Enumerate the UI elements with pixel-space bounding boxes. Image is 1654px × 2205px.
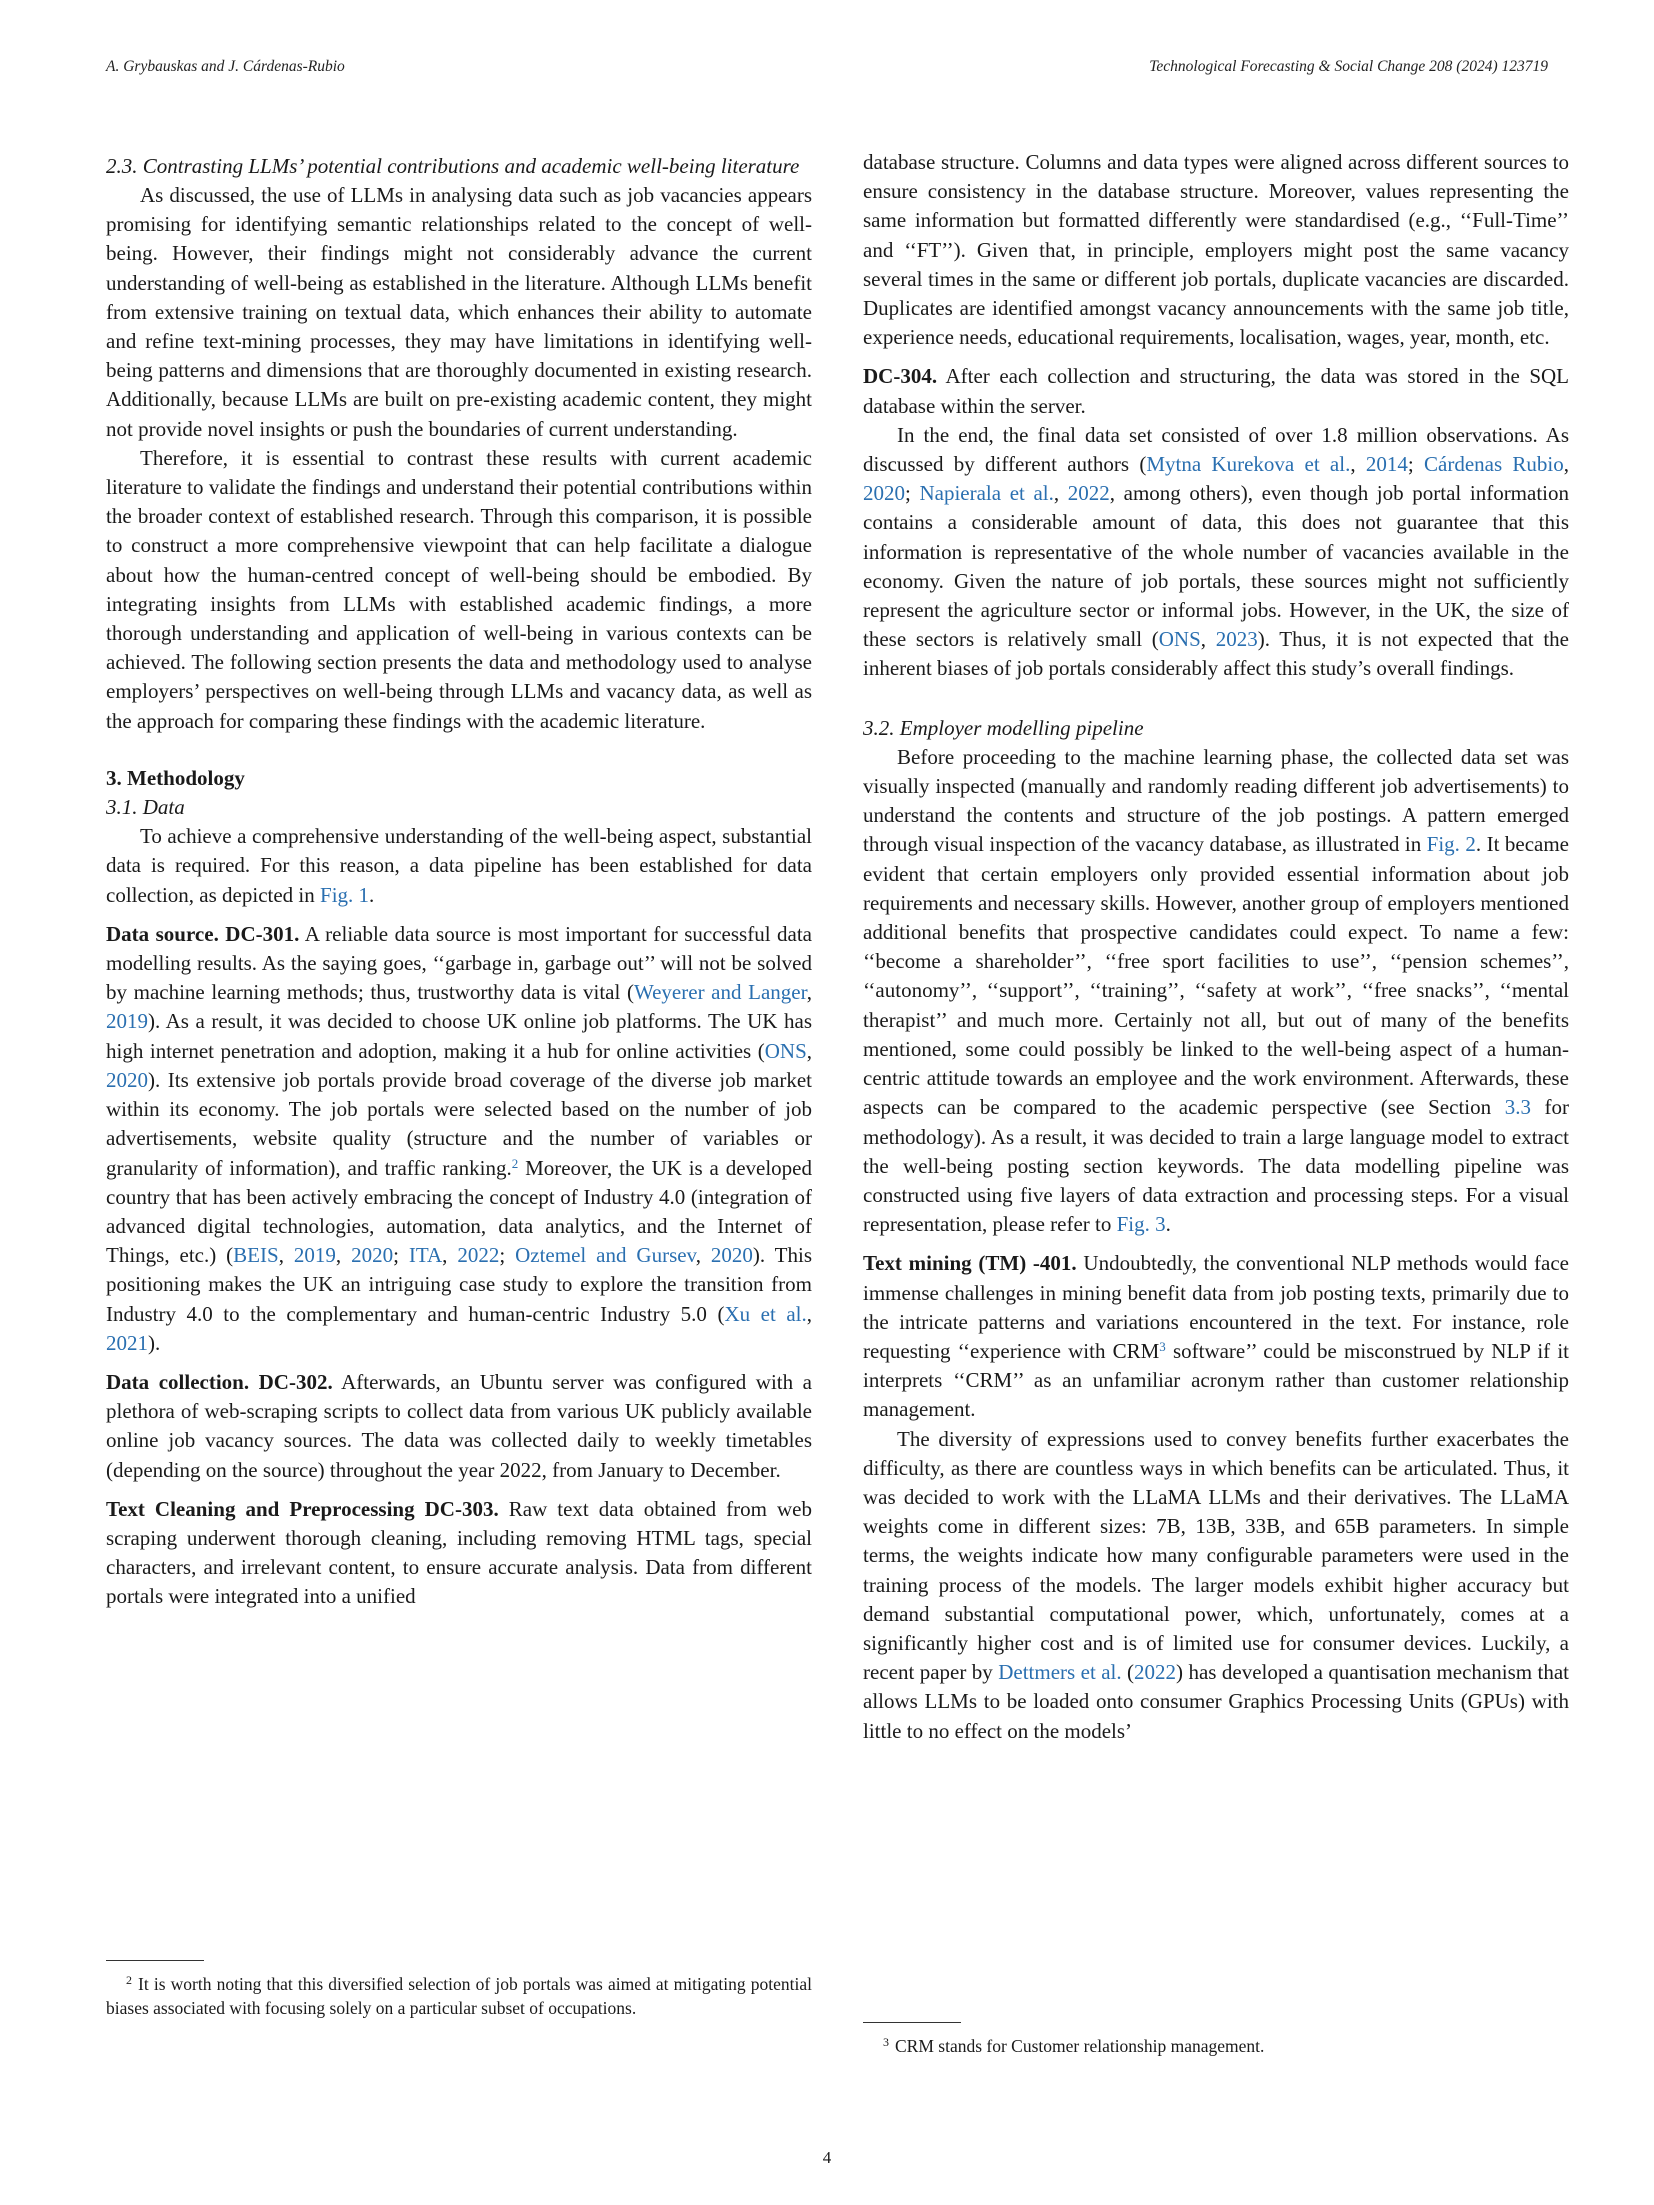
footnote-divider — [863, 2022, 961, 2023]
figure-link[interactable]: Fig. 3 — [1116, 1212, 1166, 1237]
text: ). This positioning makes the UK an intriguing case study to explore the transition from Industry 4.0 to the complementary and human-centric Industry 5.0 ( — [106, 1243, 813, 1326]
text: software’’ could be misconstrued by NLP if it interprets ‘‘CRM’’ as an unfamiliar acronym rather than customer relationship management. — [863, 1338, 1569, 1422]
paragraph-lead: DC-304. — [863, 364, 938, 389]
footnote-link[interactable]: 2 — [511, 1155, 519, 1171]
text: ; — [905, 481, 920, 506]
text: ). Thus, it is not expected that the inherent biases of job portals considerably affect this study’s overall findings. — [863, 627, 1569, 681]
text: ). Its extensive job portals provide broad coverage of the diverse job market within its economy. The job portals were selected based on the number of job advertisements, website quality (structure and the number of variables or granularity of information), and traffic ranking. — [106, 1067, 812, 1180]
citation-link[interactable]: ONS — [764, 1038, 807, 1063]
paragraph-data-source — [106, 920, 812, 1358]
header-authors: A. Grybauskas and J. Cárdenas-Rubio — [106, 58, 345, 75]
paragraph — [863, 1425, 1569, 1746]
citation-link[interactable]: 2022 — [457, 1243, 500, 1268]
text: , — [1053, 481, 1068, 506]
text: ( — [1121, 1660, 1135, 1685]
citation-link[interactable]: 2021 — [106, 1330, 148, 1355]
citation-link[interactable]: Cárdenas Rubio — [1424, 452, 1564, 477]
text: Moreover, the UK is a developed country that has been actively embracing the concept of Industry 4.0 (integration of advanced digital technologies, automation, data analytics, and the Internet of Things, etc.) ( — [106, 1155, 812, 1268]
paragraph-text-mining — [863, 1249, 1569, 1424]
text: ; — [499, 1243, 516, 1268]
citation-link[interactable]: 2019 — [293, 1243, 336, 1268]
text: , — [1563, 452, 1570, 477]
text: , — [806, 1038, 812, 1063]
citation-link[interactable]: 2020 — [351, 1243, 394, 1268]
footnote-link[interactable]: 3 — [1159, 1338, 1166, 1354]
text: To achieve a comprehensive understanding of the well-being aspect, substantial data is required. For this reason, a data pipeline has been established for data collection, as depicted in — [106, 824, 812, 907]
text: In the end, the final data set consisted of over 1.8 million observations. As discussed by different authors ( — [863, 422, 1569, 477]
text: , — [806, 980, 813, 1005]
citation-link[interactable]: 2014 — [1365, 452, 1408, 477]
text: Undoubtedly, the conventional NLP methods would face immense challenges in mining benefit data from job posting texts, primarily due to the intricate patterns and variations encountered in the text. For instance, role requesting ‘‘experience with CRM — [863, 1251, 1569, 1363]
left-column — [106, 152, 812, 1612]
paragraph: As discussed, the use of LLMs in analysing data such as job vacancies appears promising for identifying semantic relationships related to the concept of well-being. However, their findings might not considerably advance the current understanding of well-being as established in the literature. Although LLMs benefit from extensive training on textual data, which enhances their ability to automate and refine text-mining processes, they may have limitations in identifying well-being patterns and dimensions that are thoroughly documented in existing research. Additionally, because LLMs are built on pre-existing academic content, they might not provide novel insights or push the boundaries of current understanding. — [106, 183, 812, 441]
paragraph — [106, 822, 812, 910]
paragraph — [863, 743, 1569, 1239]
text: . It became evident that certain employers only provided essential information about job requirements and necessary skills. However, another group of employers mentioned additional benefits that prospective candidates could expect. To name a few: ‘‘become a shareholder’’, ‘‘free sport facilities to use’’, ‘‘pension schemes’’, ‘‘autonomy’’, ‘‘support’’, ‘‘training’’, ‘‘safety at work’’, ‘‘free snacks’’, ‘‘mental therapist’’ and much more. Certainly not all, but out of many of the benefits mentioned, some could possibly be linked to the well-being aspect of a human-centric attitude towards an employee and the work environment. Afterwards, these aspects can be compared to the academic perspective (see Section — [863, 832, 1569, 1120]
paragraph-lead: Text Cleaning and Preprocessing DC-303. — [106, 1496, 499, 1521]
citation-link[interactable]: 2022 — [1134, 1660, 1177, 1685]
figure-link[interactable]: Fig. 1 — [320, 882, 370, 907]
text: ; — [1407, 452, 1424, 477]
citation-link[interactable]: Xu et al. — [724, 1301, 807, 1326]
footnote-2 — [106, 1972, 812, 2020]
footnote-text: It is worth noting that this diversified selection of job portals was aimed at mitigating potential biases associated with focusing solely on a particular subset of occupations. — [106, 1974, 812, 2018]
text: , — [806, 1301, 812, 1326]
text: . — [369, 882, 375, 907]
paragraph-lead: Data source. DC-301. — [106, 921, 300, 946]
paragraph — [863, 421, 1569, 684]
page-number: 4 — [822, 2148, 832, 2167]
paragraph: Therefore, it is essential to contrast these results with current academic literature to validate the findings and understand their potential contributions within the broader context of established research. Through this comparison, it is possible to construct a more comprehensive viewpoint that can help facilitate a dialogue about how the human-centred concept of well-being should be embodied. By integrating insights from LLMs with established academic findings, a more thorough understanding and application of well-being in various contexts can be achieved. The following section presents the data and methodology used to analyse employers’ perspectives on well-being through LLMs and vacancy data, as well as the approach for comparing these findings with the academic literature. — [106, 445, 812, 733]
paragraph: database structure. Columns and data types were aligned across different sources to ensure consistency in the database structure. Moreover, values representing the same information but formatted differently were standardised (e.g., ‘‘Full-Time’’ and ‘‘FT’’). Given that, in principle, employers might post the same vacancy several times in the same or different job portals, duplicate vacancies are discarded. Duplicates are identified amongst vacancy announcements with the same job title, experience needs, educational requirements, localisation, wages, year, month, etc. — [863, 150, 1569, 350]
header-journal: Technological Forecasting & Social Change 208 (2024) 123719 — [1149, 58, 1548, 75]
text: Afterwards, an Ubuntu server was configured with a plethora of web-scraping scripts to collect data from various UK publicly available online job vacancy sources. The data was collected daily to weekly timetables (depending on the source) throughout the year 2022, from January to December. — [106, 1369, 813, 1482]
running-header — [106, 58, 1548, 76]
text: ; — [393, 1243, 409, 1268]
citation-link[interactable]: Mytna Kurekova et al. — [1146, 452, 1351, 477]
text: , — [442, 1243, 458, 1268]
text: Raw text data obtained from web scraping underwent thorough cleaning, including removing HTML tags, special characters, and irrelevant content, to ensure accurate analysis. Data from different portals were integrated into a unified — [106, 1496, 812, 1609]
footnote-number: 2 — [126, 1973, 132, 1987]
citation-link[interactable]: ITA — [408, 1243, 443, 1268]
text: The diversity of expressions used to convey benefits further exacerbates the difficulty, as there are countless ways in which benefits can be articulated. Thus, it was decided to work with the LLaMA LLMs and their derivatives. The LLaMA weights come in different sizes: 7B, 13B, 33B, and 65B parameters. In simple terms, the weights indicate how many configurable parameters were used in the training process of the models. The larger models exhibit higher accuracy but demand substantial computational power, which, unfortunately, comes at a significantly higher cost and is of limited use for consumer devices. Luckily, a recent paper by — [863, 1426, 1569, 1685]
text: , — [1200, 627, 1216, 652]
text: , — [1350, 452, 1366, 477]
citation-link[interactable]: Weyerer and Langer — [633, 980, 807, 1005]
section-3-title: 3. Methodology — [106, 765, 245, 790]
text: , — [335, 1243, 352, 1268]
text: ). — [148, 1330, 161, 1355]
text: for methodology). As a result, it was decided to train a large language model to extract the well-being posting section keywords. The data modelling pipeline was constructed using five layers of data extraction and processing steps. For a visual representation, please refer to — [863, 1095, 1569, 1237]
text: . — [1165, 1212, 1171, 1237]
section-2-3-title: 2.3. Contrasting LLMs’ potential contributions and academic well-being literature — [106, 154, 800, 178]
citation-link[interactable]: Dettmers et al. — [998, 1660, 1122, 1685]
text: ). As a result, it was decided to choose UK online job platforms. The UK has high internet penetration and adoption, making it a hub for online activities ( — [106, 1009, 812, 1063]
paragraph-dc304 — [863, 362, 1569, 420]
paragraph-lead: Text mining (TM) -401. — [863, 1251, 1077, 1276]
footnote-text: CRM stands for Customer relationship management. — [895, 2036, 1265, 2056]
citation-link[interactable]: ONS — [1158, 627, 1201, 652]
citation-link[interactable]: 2023 — [1215, 627, 1258, 652]
citation-link[interactable]: Napierala et al. — [919, 481, 1054, 506]
text: , — [695, 1243, 711, 1268]
text: Before proceeding to the machine learning phase, the collected data set was visually inspected (manually and randomly reading different job advertisements) to understand the contents and structure of the job postings. A pattern emerged through visual inspection of the vacancy database, as illustrated in — [863, 744, 1569, 857]
paragraph-lead: Data collection. DC-302. — [106, 1369, 333, 1394]
citation-link[interactable]: Oztemel and Gursev — [515, 1243, 696, 1268]
citation-link[interactable]: 2020 — [710, 1243, 753, 1268]
citation-link[interactable]: 2022 — [1067, 481, 1110, 506]
text: , among others), even though job portal information contains a considerable amount of data, this does not guarantee that this information is representative of the whole number of vacancies available in the economy. Given the nature of job portals, these sources might not sufficiently represent the agriculture sector or informal jobs. However, in the UK, the size of these sectors is relatively small ( — [863, 481, 1570, 652]
figure-link[interactable]: Fig. 2 — [1426, 832, 1476, 857]
footnote-number: 3 — [883, 2035, 889, 2049]
paragraph-data-collection — [106, 1368, 812, 1485]
citation-link[interactable]: BEIS — [233, 1243, 279, 1268]
citation-link[interactable]: 2020 — [106, 1067, 148, 1092]
citation-link[interactable]: 2019 — [106, 1009, 148, 1034]
section-3-2-title: 3.2. Employer modelling pipeline — [863, 715, 1144, 740]
text: After each collection and structuring, the data was stored in the SQL database within the server. — [863, 364, 1569, 418]
text: A reliable data source is most important for successful data modelling results. As the saying goes, ‘‘garbage in, garbage out’’ will not be solved by machine learning methods; thus, trustworthy data is vital ( — [106, 921, 812, 1005]
section-link[interactable]: 3.3 — [1504, 1095, 1531, 1120]
section-3-1-title: 3.1. Data — [106, 795, 185, 820]
text: ) has developed a quantisation mechanism that allows LLMs to be loaded onto consumer Graphics Processing Units (GPUs) with little to no effect on the models’ — [863, 1660, 1569, 1743]
text: , — [278, 1243, 294, 1268]
footnote-divider — [106, 1960, 204, 1961]
right-column — [863, 148, 1569, 1746]
footnote-3 — [863, 2034, 1569, 2058]
paragraph-text-cleaning — [106, 1495, 812, 1612]
citation-link[interactable]: 2020 — [863, 481, 905, 506]
